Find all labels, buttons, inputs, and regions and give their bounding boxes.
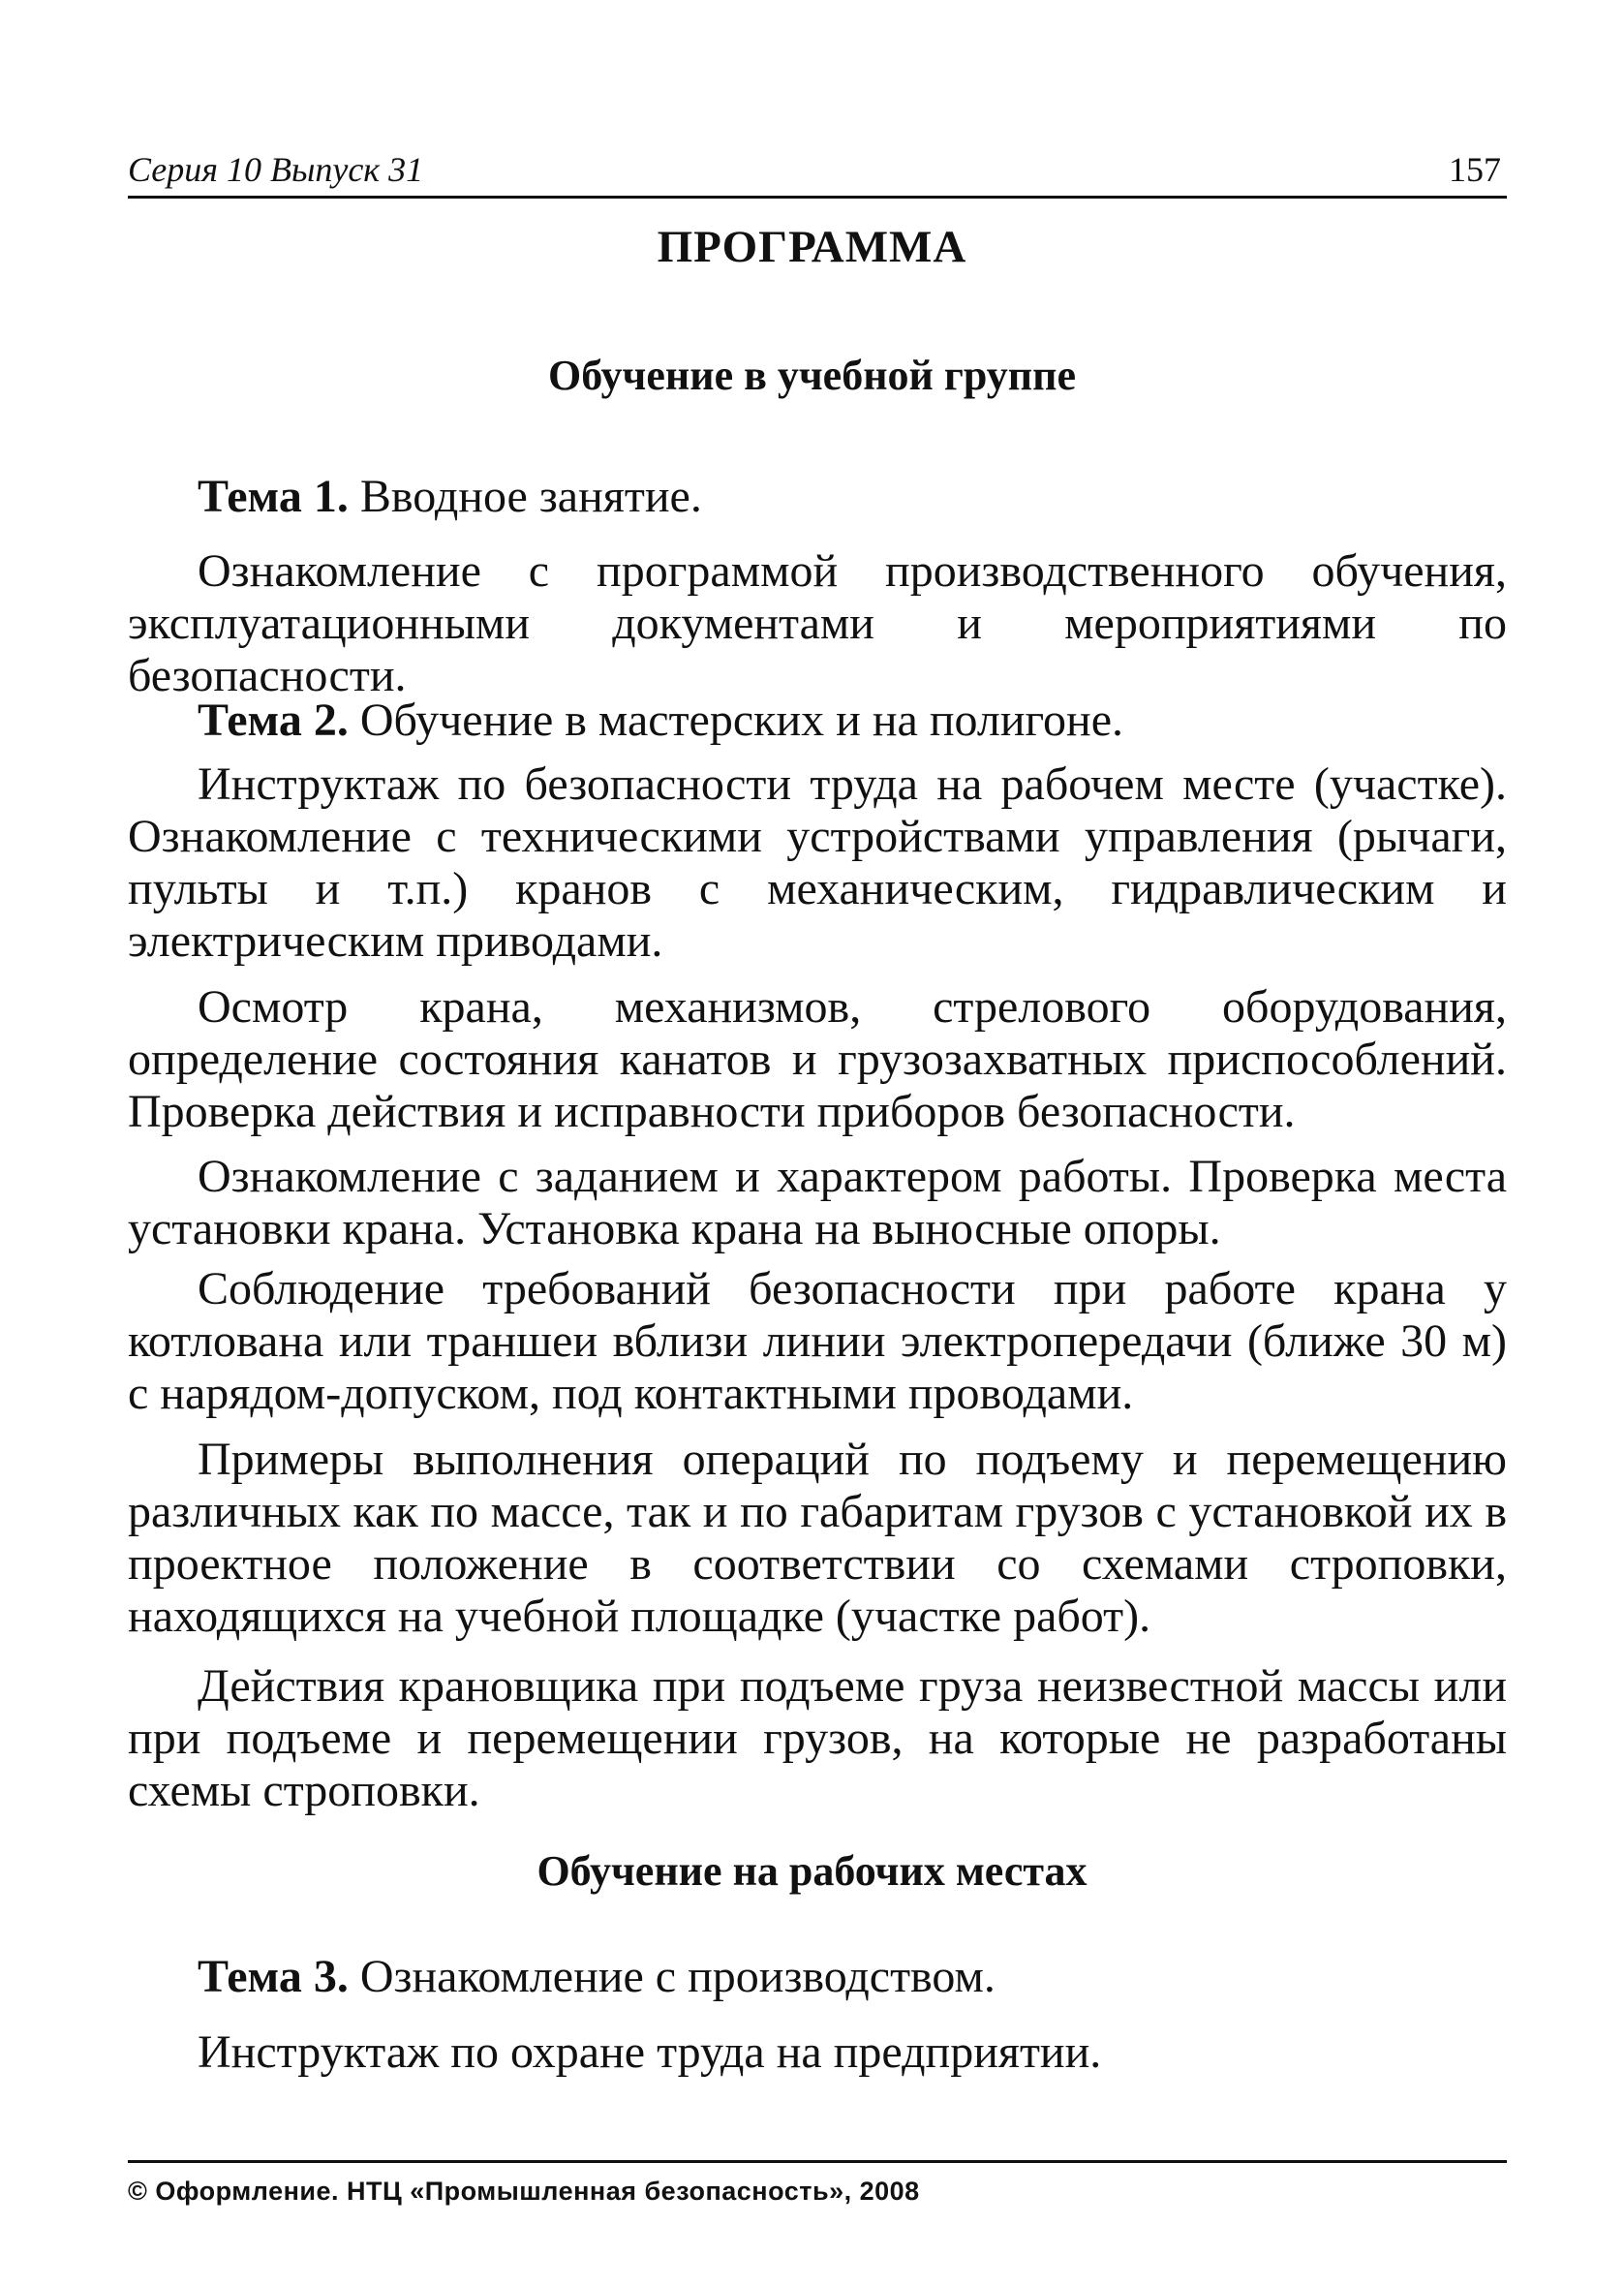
- theme-2-title: Обучение в мастерских и на полигоне.: [348, 695, 1124, 746]
- section-heading-group-training: Обучение в учебной группе: [547, 352, 1077, 399]
- running-header: [128, 143, 1507, 199]
- paragraph-safety-requirements: Соблюдение требований безопасности при работе крана у котлована или траншеи вблизи линии электропередачи (ближе 30 м) с нарядом-допуском, под контактными проводами.: [128, 1263, 1507, 1419]
- paragraph-labor-safety: Инструктаж по охране труда на предприятии.: [198, 2026, 1102, 2078]
- theme-2: [128, 695, 1507, 747]
- page-number: 157: [1449, 150, 1501, 189]
- paragraph-crane-inspection: Осмотр крана, механизмов, стрелового оборудования, определение состояния канатов и грузозахватных приспособлений. Проверка действия и исправности приборов безопасности.: [128, 981, 1507, 1137]
- series-label: Серия 10 Выпуск 31: [128, 150, 424, 189]
- theme-3-title: Ознакомление с производством.: [348, 1951, 996, 2002]
- section-heading-workplace-training: Обучение на рабочих местах: [536, 1847, 1088, 1895]
- theme-1-title: Вводное занятие.: [348, 471, 702, 522]
- theme-2-label: Тема 2.: [198, 695, 349, 746]
- paragraph-safety-briefing: Инструктаж по безопасности труда на рабочем месте (участке). Ознакомление с техническими устройствами управления (рычаги, пульты и т.п.) кранов с механическим, гидравлическим и электрическим приводами.: [128, 758, 1507, 967]
- theme-1: [128, 471, 1507, 523]
- theme-1-label: Тема 1.: [198, 471, 349, 522]
- paragraph-unknown-load: Действия крановщика при подъеме груза неизвестной массы или при подъеме и перемещении грузов, на которые не разработаны схемы строповки.: [128, 1660, 1507, 1816]
- paragraph-operation-examples: Примеры выполнения операций по подъему и перемещению различных как по массе, так и по габаритам грузов с установкой их в проектное положение в соответствии со схемами строповки, находящихся на учебной площадке (участке работ).: [128, 1434, 1507, 1642]
- page-title: ПРОГРАММА: [657, 222, 967, 272]
- paragraph-task-familiarization: Ознакомление с заданием и характером работы. Проверка места установки крана. Установка крана на выносные опоры.: [128, 1151, 1507, 1254]
- paragraph-intro: Ознакомление с программой производственного обучения, эксплуатационными документами и мероприятиями по безопасности.: [128, 545, 1507, 701]
- theme-3: [128, 1951, 1507, 2003]
- footer-copyright: © Оформление. НТЦ «Промышленная безопасность», 2008: [128, 2160, 1507, 2207]
- theme-3-label: Тема 3.: [198, 1951, 349, 2002]
